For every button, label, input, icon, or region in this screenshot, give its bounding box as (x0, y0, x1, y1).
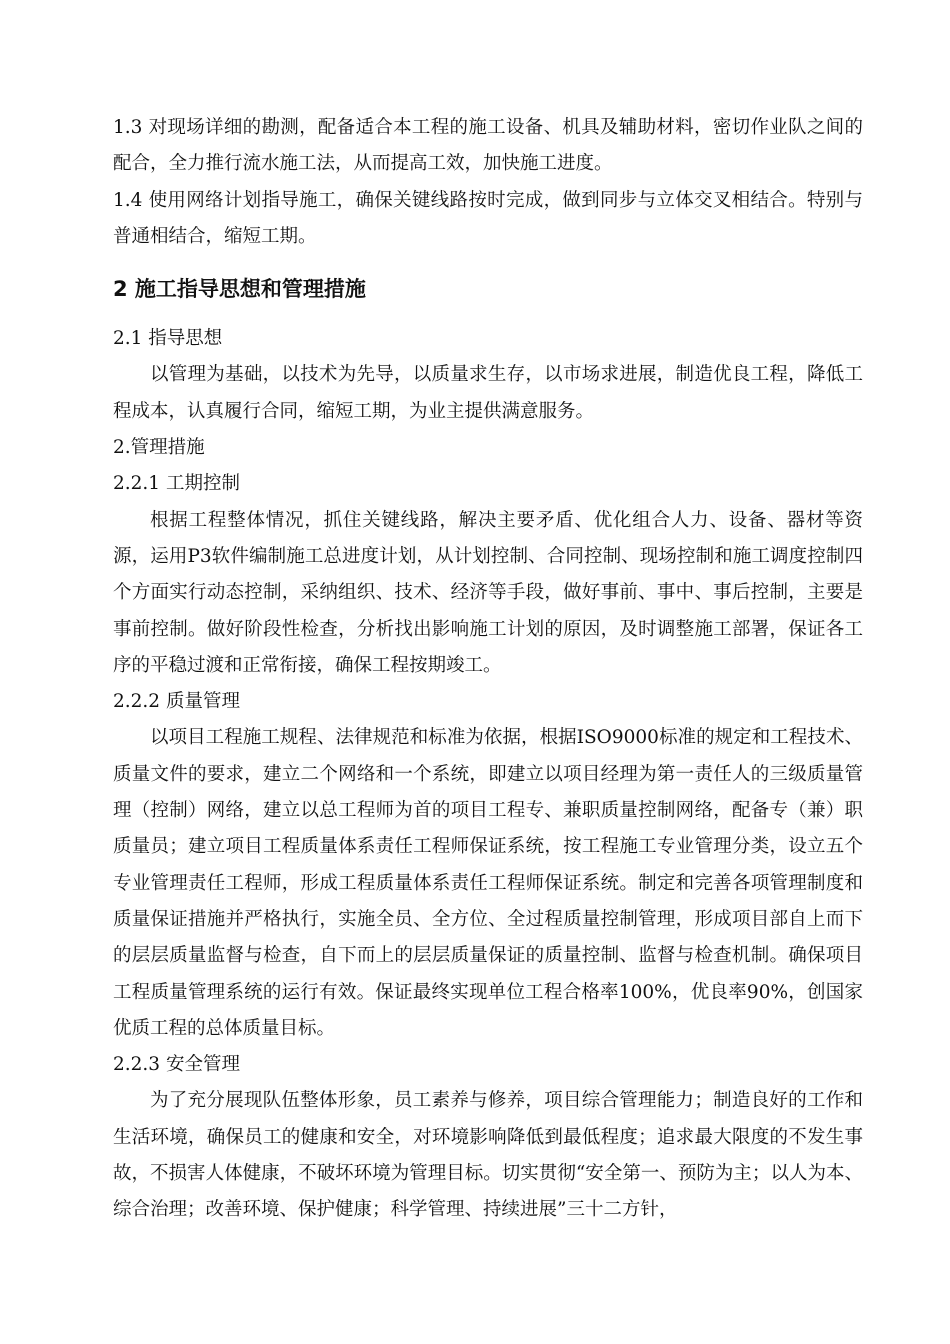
subsection-2-2-2-title: 2.2.2 质量管理 (113, 691, 240, 713)
subsection-2-1-body: 以管理为基础，以技术为先导，以质量求生存，以市场求进展，制造优良工程，降低工程成本，认真履行合同，缩短工期，为业主提供满意服务。 (113, 364, 863, 422)
subsection-2-1-title: 2.1 指导思想 (113, 328, 223, 350)
subsection-2-2-3-title: 2.2.3 安全管理 (113, 1054, 240, 1076)
paragraph-1-3: 1.3 对现场详细的勘测，配备适合本工程的施工设备、机具及辅助材料，密切作业队之间的配合，全力推行流水施工法，从而提高工效，加快施工进度。 (113, 117, 863, 175)
subsection-2-2-1-title: 2.2.1 工期控制 (113, 473, 240, 495)
subsection-2-2-1-body: 根据工程整体情况，抓住关键线路，解决主要矛盾、优化组合人力、设备、器材等资源，运用P3软件编制施工总进度计划，从计划控制、合同控制、现场控制和施工调度控制四个方面实行动态控制，采纳组织、技术、经济等手段，做好事前、事中、事后控制，主要是事前控制。做好阶段性检查，分析找出影响施工计划的原因，及时调整施工部署，保证各工序的平稳过渡和正常衔接，确保工程按期竣工。 (113, 509, 863, 676)
paragraph-1-4: 1.4 使用网络计划指导施工，确保关键线路按时完成，做到同步与立体交叉相结合。特别与普通相结合，缩短工期。 (113, 189, 863, 247)
subsection-2-2-2-body: 以项目工程施工规程、法律规范和标准为依据，根据ISO9000标准的规定和工程技术、质量文件的要求，建立二个网络和一个系统，即建立以项目经理为第一责任人的三级质量管理（控制）网络，建立以总工程师为首的项目工程专、兼职质量控制网络，配备专（兼）职质量员；建立项目工程质量体系责任工程师保证系统，按工程施工专业管理分类，设立五个专业管理责任工程师，形成工程质量体系责任工程师保证系统。制定和完善各项管理制度和质量保证措施并严格执行，实施全员、全方位、全过程质量控制管理，形成项目部自上而下的层层质量监督与检查，自下而上的层层质量保证的质量控制、监督与检查机制。确保项目工程质量管理系统的运行有效。保证最终实现单位工程合格率100%，优良率90%，创国家优质工程的总体质量目标。 (113, 727, 863, 1039)
subsection-2-title: 2.管理措施 (113, 437, 205, 459)
subsection-2-2-3-body: 为了充分展现队伍整体形象，员工素养与修养，项目综合管理能力；制造良好的工作和生活环境，确保员工的健康和安全，对环境影响降低到最低程度；追求最大限度的不发生事故，不损害人体健康，不破坏环境为管理目标。切实贯彻“安全第一、预防为主；以人为本、综合治理；改善环境、保护健康；科学管理、持续进展”三十二方针， (113, 1090, 863, 1221)
section-2-heading: 2 施工指导思想和管理措施 (113, 277, 366, 302)
document-page (113, 110, 863, 1229)
